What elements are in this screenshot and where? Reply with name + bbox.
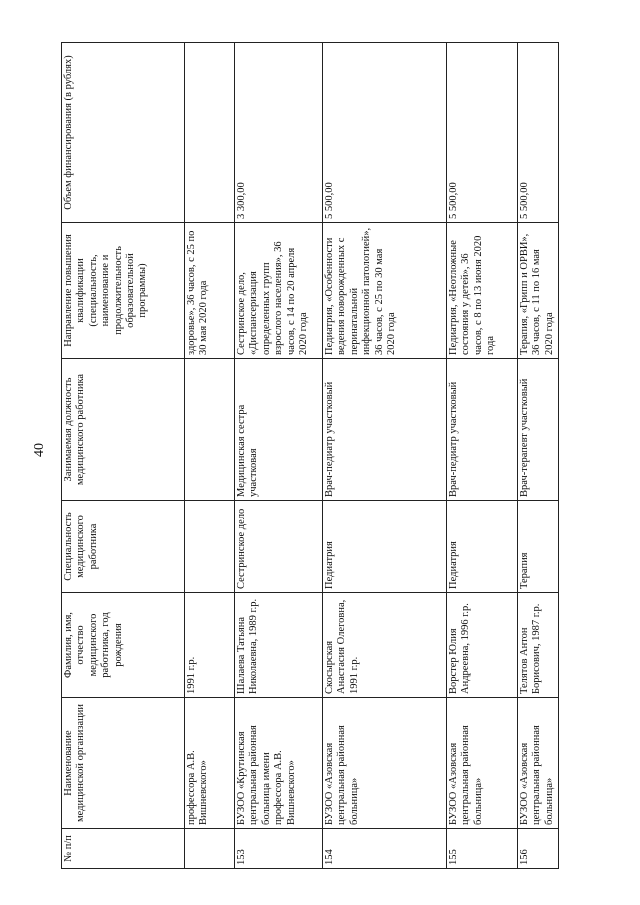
cell-num: 156 (518, 829, 559, 869)
cell-direction: здоровье», 36 часов, с 25 по 30 мая 2020 года (185, 223, 235, 359)
cell-name: Шалаева Татьяна Николаевна, 1989 г.р. (235, 593, 323, 698)
cell-specialty: Терапия (518, 501, 559, 593)
rotated-table-frame (61, 43, 558, 869)
header-amount: Объем финансирования (в рублях) (62, 43, 185, 223)
cell-position: Врач-педиатр участковый (447, 359, 518, 501)
cell-num: 155 (447, 829, 518, 869)
table-row (447, 43, 518, 869)
cell-name: Ворстер Юлия Андреевна, 1996 г.р. (447, 593, 518, 698)
cell-name: Телятов Антон Борисович, 1987 г.р. (518, 593, 559, 698)
cell-amount (185, 43, 235, 223)
cell-name: Скосырская Анастасия Олеговна, 1991 г.р. (323, 593, 447, 698)
table-row (323, 43, 447, 869)
cell-specialty: Педиатрия (323, 501, 447, 593)
cell-org: БУЗОО «Азовская центральная районная больница» (447, 698, 518, 829)
cell-num (185, 829, 235, 869)
cell-specialty: Педиатрия (447, 501, 518, 593)
funding-table (61, 42, 559, 869)
table-wrapper (61, 43, 558, 869)
table-row (518, 43, 559, 869)
table-row (235, 43, 323, 869)
header-name: Фамилия, имя, отчество медицинского работника, год рождения (62, 593, 185, 698)
header-num: № п/п (62, 829, 185, 869)
cell-direction: Педиатрия, «Неотложные состояния у детей», 36 часов, с 8 по 13 июня 2020 года (447, 223, 518, 359)
header-direction: Направление повышения квалификации (специальность, наименование и продолжительность образовательной программы) (62, 223, 185, 359)
cell-position: Медицинская сестра участковая (235, 359, 323, 501)
cell-position (185, 359, 235, 501)
cell-direction: Сестринское дело, «Диспансеризация определенных групп взрослого населения», 36 часов, с 14 по 20 апреля 2020 года (235, 223, 323, 359)
cell-position: Врач-терапевт участковый (518, 359, 559, 501)
cell-name: 1991 г.р. (185, 593, 235, 698)
cell-org: профессора А.В. Вишневского» (185, 698, 235, 829)
cell-direction: Педиатрия, «Особенности ведения новорожденных с перинатальной инфекционной патологией», 36 часов, с 25 по 30 мая 2020 года (323, 223, 447, 359)
cell-direction: Терапия, «Грипп и ОРВИ», 36 часов, с 11 по 16 мая 2020 года (518, 223, 559, 359)
header-position: Занимаемая должность медицинского работника (62, 359, 185, 501)
cell-org: БУЗОО «Азовская центральная районная больница» (323, 698, 447, 829)
cell-num: 154 (323, 829, 447, 869)
header-specialty: Специальность медицинского работника (62, 501, 185, 593)
table-header-row (62, 43, 185, 869)
cell-org: БУЗОО «Крутинская центральная районная больница имени профессора А.В. Вишневского» (235, 698, 323, 829)
cell-position: Врач-педиатр участковый (323, 359, 447, 501)
page-number: 40 (32, 443, 47, 457)
cell-amount: 5 500,00 (323, 43, 447, 223)
header-org: Наименование медицинской организации (62, 698, 185, 829)
cell-specialty (185, 501, 235, 593)
cell-amount: 5 500,00 (518, 43, 559, 223)
cell-num: 153 (235, 829, 323, 869)
cell-org: БУЗОО «Азовская центральная районная больница» (518, 698, 559, 829)
cell-specialty: Сестринское дело (235, 501, 323, 593)
cell-amount: 5 500,00 (447, 43, 518, 223)
table-row (185, 43, 235, 869)
cell-amount: 3 300,00 (235, 43, 323, 223)
